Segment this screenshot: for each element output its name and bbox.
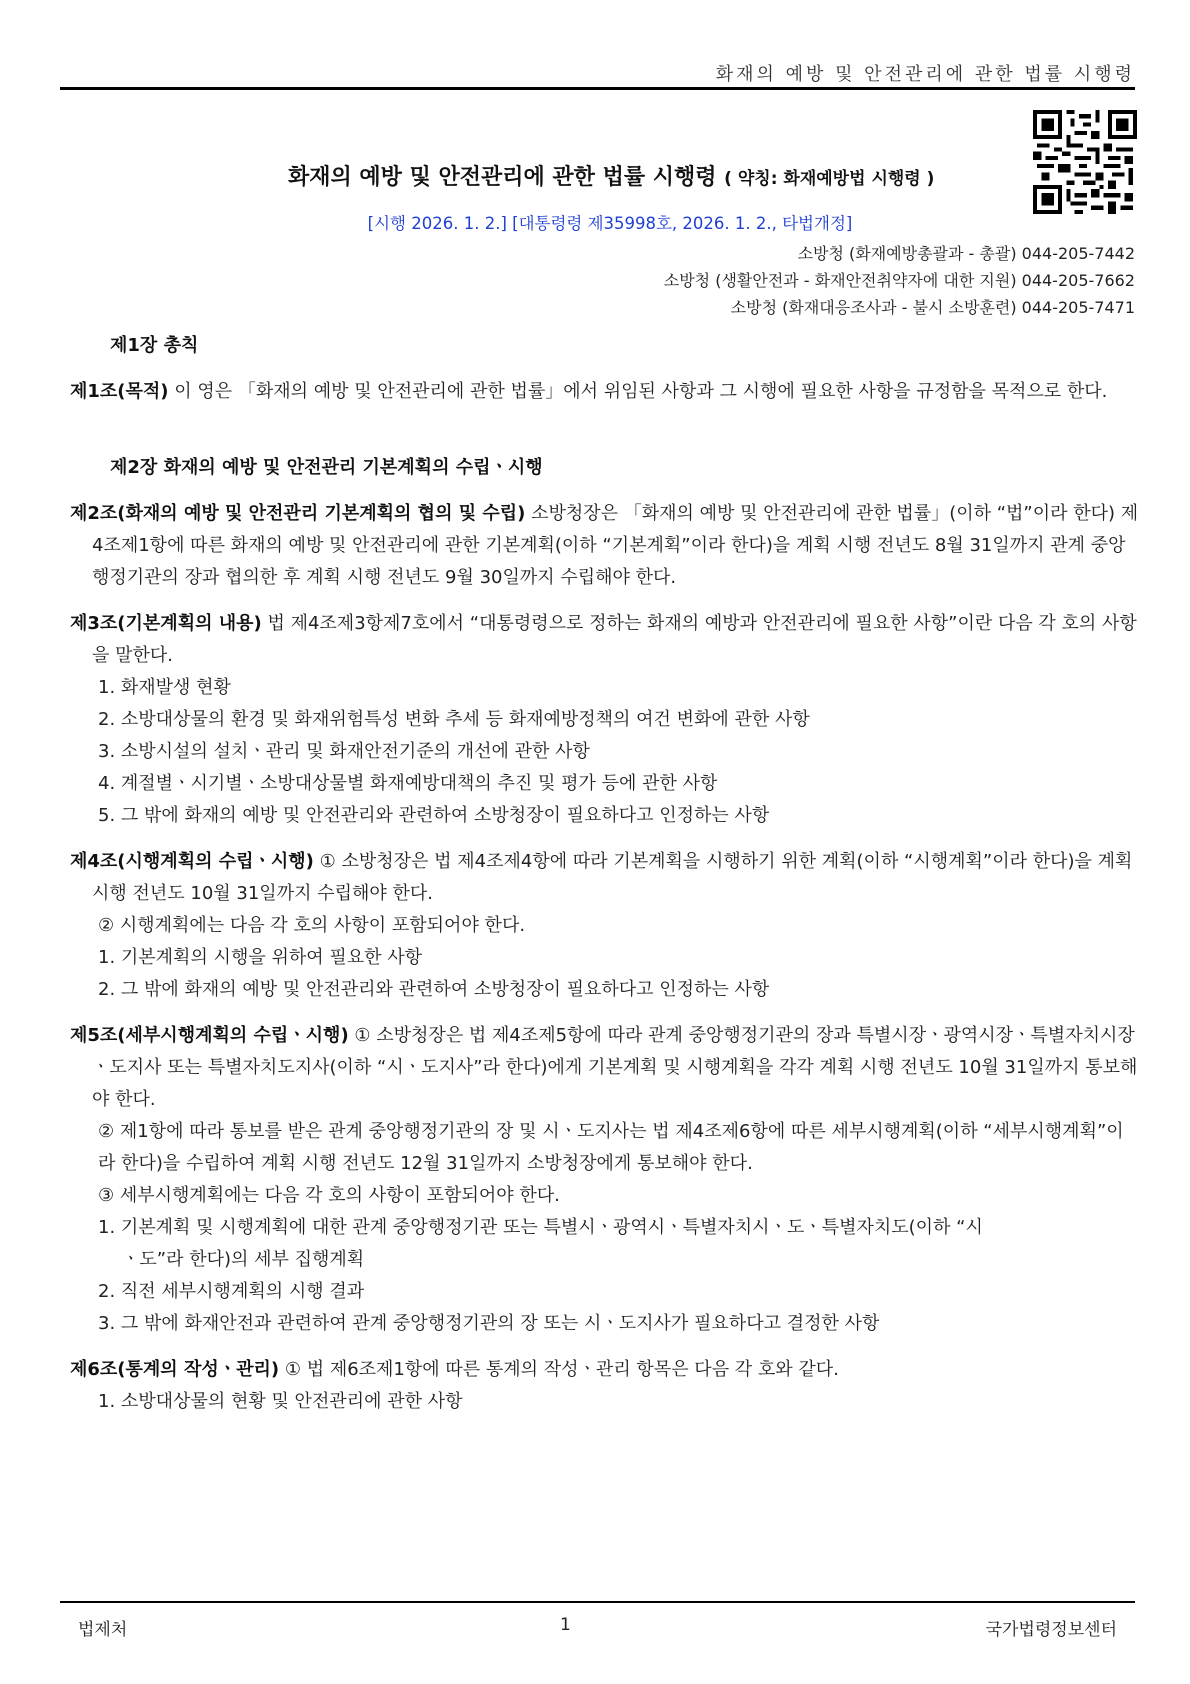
footer-source: 국가법령정보센터 <box>985 1620 1117 1640</box>
contact-line: 소방청 (화재대응조사과 - 불시 소방훈련) 044-205-7471 <box>730 298 1135 317</box>
list-item: 2. 그 밖에 화재의 예방 및 안전관리와 관련하여 소방청장이 필요하다고 인정하는 사항 <box>98 979 770 1000</box>
running-header: 화재의 예방 및 안전관리에 관한 법률 시행령 <box>715 64 1135 85</box>
list-item: 1. 기본계획의 시행을 위하여 필요한 사항 <box>98 947 422 968</box>
list-item: 3. 소방시설의 설치ㆍ관리 및 화재안전기준의 개선에 관한 사항 <box>98 741 590 762</box>
article-text: 이 영은 「화재의 예방 및 안전관리에 관한 법률」에서 위임된 사항과 그 시행에 필요한 사항을 규정함을 목적으로 한다. <box>168 381 1108 402</box>
page-number: 1 <box>560 1615 571 1635</box>
article-heading: 제5조(세부시행계획의 수립ㆍ시행) <box>70 1025 349 1046</box>
article-heading: 제4조(시행계획의 수립ㆍ시행) <box>70 851 314 872</box>
chapter-1-heading: 제1장 총칙 <box>110 335 199 356</box>
article-5 <box>70 1020 1140 1116</box>
footer-publisher: 법제처 <box>78 1620 128 1640</box>
title-main: 화재의 예방 및 안전관리에 관한 법률 시행령 <box>288 165 717 190</box>
list-item: 1. 화재발생 현황 <box>98 677 231 698</box>
article-heading: 제3조(기본계획의 내용) <box>70 613 262 634</box>
list-item: 1. 소방대상물의 현황 및 안전관리에 관한 사항 <box>98 1391 463 1412</box>
article-text: ① 법 제6조제1항에 따른 통계의 작성ㆍ관리 항목은 다음 각 호와 같다. <box>279 1359 839 1380</box>
article-text: ① 소방청장은 법 제4조제4항에 따라 기본계획을 시행하기 위한 계획(이하 “시행계획”이라 한다)을 계획 시행 전년도 10월 31일까지 수립해야 한다. <box>92 851 1133 904</box>
list-item: 2. 소방대상물의 환경 및 화재위험특성 변화 추세 등 화재예방정책의 여건 변화에 관한 사항 <box>98 709 810 730</box>
article-heading: 제6조(통계의 작성ㆍ관리) <box>70 1359 280 1380</box>
enforcement-info-link[interactable]: [시행 2026. 1. 2.] [대통령령 제35998호, 2026. 1. 2., 타법개정] <box>367 214 853 233</box>
qr-code-icon[interactable] <box>1033 110 1137 214</box>
paragraph: ② 시행계획에는 다음 각 호의 사항이 포함되어야 한다. <box>98 915 526 936</box>
paragraph: ② 제1항에 따라 통보를 받은 관계 중앙행정기관의 장 및 시ㆍ도지사는 법 제4조제6항에 따른 세부시행계획(이하 “세부시행계획”이라 한다)을 수립하여 계획 시행 전년도 12월 31일까지 소방청장에게 통보해야 한다. <box>98 1121 1124 1174</box>
list-item: 1. 기본계획 및 시행계획에 대한 관계 중앙행정기관 또는 특별시ㆍ광역시ㆍ특별자치시ㆍ도ㆍ특별자치도(이하 “시 <box>98 1217 983 1238</box>
article-heading: 제2조(화재의 예방 및 안전관리 기본계획의 협의 및 수립) <box>70 503 526 524</box>
article-6 <box>70 1354 1140 1386</box>
article-heading: 제1조(목적) <box>70 381 169 402</box>
contact-list <box>664 240 1135 321</box>
article-1 <box>70 376 1140 408</box>
footer-rule <box>60 1601 1135 1603</box>
list-item: 5. 그 밖에 화재의 예방 및 안전관리와 관련하여 소방청장이 필요하다고 인정하는 사항 <box>98 805 770 826</box>
article-text: ① 소방청장은 법 제4조제5항에 따라 관계 중앙행정기관의 장과 특별시장ㆍ광역시장ㆍ특별자치시장ㆍ도지사 또는 특별자치도지사(이하 “시ㆍ도지사”라 한다)에게 기본계획 및 시행계획을 각각 계획 시행 전년도 10월 31일까지 통보해야 한다. <box>92 1025 1138 1110</box>
article-2 <box>70 498 1140 594</box>
article-text: 법 제4조제3항제7호에서 “대통령령으로 정하는 화재의 예방과 안전관리에 필요한 사항”이란 다음 각 호의 사항을 말한다. <box>92 613 1137 666</box>
list-item-continuation: ㆍ도”라 한다)의 세부 집행계획 <box>122 1249 365 1270</box>
list-item: 4. 계절별ㆍ시기별ㆍ소방대상물별 화재예방대책의 추진 및 평가 등에 관한 사항 <box>98 773 718 794</box>
title-short-name: ( 약칭: 화재예방법 시행령 ) <box>724 169 935 189</box>
list-item: 2. 직전 세부시행계획의 시행 결과 <box>98 1281 365 1302</box>
document-body <box>70 330 1140 1418</box>
header-rule <box>60 87 1135 90</box>
article-4 <box>70 846 1140 910</box>
article-text: 소방청장은 「화재의 예방 및 안전관리에 관한 법률」(이하 “법”이라 한다) 제4조제1항에 따른 화재의 예방 및 안전관리에 관한 기본계획(이하 “기본계획”이라 한다)을 계획 시행 전년도 8월 31일까지 관계 중앙행정기관의 장과 협의한 후 계획 시행 전년도 9월 30일까지 수립해야 한다. <box>92 503 1139 588</box>
contact-line: 소방청 (화재예방총괄과 - 총괄) 044-205-7442 <box>797 244 1135 263</box>
chapter-2-heading: 제2장 화재의 예방 및 안전관리 기본계획의 수립ㆍ시행 <box>110 457 543 478</box>
contact-line: 소방청 (생활안전과 - 화재안전취약자에 대한 지원) 044-205-7662 <box>663 271 1135 290</box>
article-3 <box>70 608 1140 672</box>
list-item: 3. 그 밖에 화재안전과 관련하여 관계 중앙행정기관의 장 또는 시ㆍ도지사가 필요하다고 결정한 사항 <box>98 1313 880 1334</box>
paragraph: ③ 세부시행계획에는 다음 각 호의 사항이 포함되어야 한다. <box>98 1185 560 1206</box>
